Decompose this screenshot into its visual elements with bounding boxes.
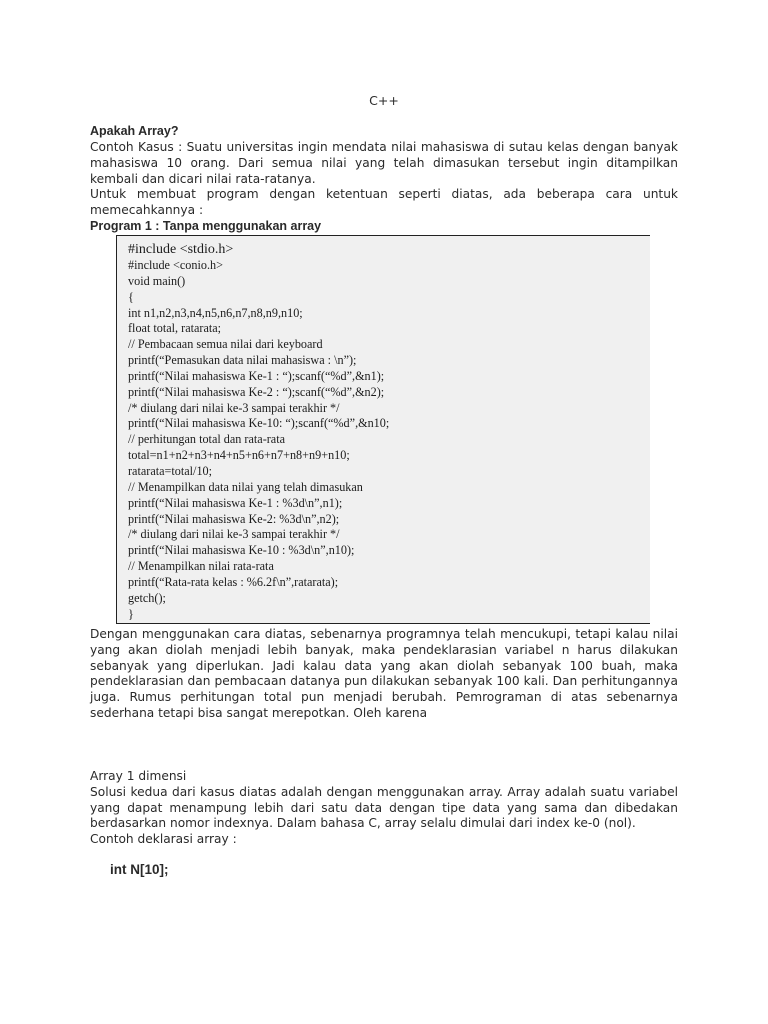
section-heading: Apakah Array? [90,124,179,138]
document-title: C++ [369,93,399,108]
code-line: // Menampilkan data nilai yang telah dimasukan [128,479,363,494]
code-line: printf(“Pemasukan data nilai mahasiswa : \n”); [128,353,357,368]
code-line: { [128,289,134,304]
intro-paragraphs [90,140,678,219]
explanation-paragraph: Dengan menggunakan cara diatas, sebenarnya programnya telah mencukupi, tetapi kalau nilai yang akan diolah menjadi lebih banyak, maka pendeklarasian variabel n harus dilakukan sebanyak yang diperlukan. Jadi kalau data yang akan diolah sebanyak 100 buah, maka pendeklarasian dan pembacaan datanya pun dilakukan sebanyak 100 kali. Dan perhitungannya juga. Rumus perhitungan total pun menjadi berubah. Pemrograman di atas sebenarnya sederhana tetapi bisa sangat merepotkan. Oleh karena [90,627,678,720]
code-line: void main() [128,273,186,288]
code-line: float total, ratarata; [128,321,222,336]
code-line: printf(“Nilai mahasiswa Ke-2 : “);scanf(“%d”,&n2); [128,384,385,399]
code-block [116,235,650,624]
code-line: printf(“Nilai mahasiswa Ke-1 : “);scanf(“%d”,&n1); [128,368,385,383]
intro-paragraph: Contoh Kasus : Suatu universitas ingin mendata nilai mahasiswa di sutau kelas dengan banyak mahasiswa 10 orang. Dari semua nilai yang telah dimasukan tersebut ingin ditampilkan kembali dan dicari nilai rata-ratanya. [90,140,678,186]
code-line: printf(“Rata-rata kelas : %6.2f\n”,ratarata); [128,574,339,589]
array-heading: Array 1 dimensi [90,769,187,783]
intro-paragraph: Untuk membuat program dengan ketentuan seperti diatas, ada beberapa cara untuk memecahkannya : [90,187,678,218]
code-line: #include <stdio.h> [128,242,234,257]
code-line: } [128,606,134,621]
code-line: printf(“Nilai mahasiswa Ke-10 : %3d\n”,n10); [128,543,355,558]
code-line: #include <conio.h> [128,258,223,272]
program-title: Program 1 : Tanpa menggunakan array [90,219,322,233]
code-line: // perhitungan total dan rata-rata [128,432,286,447]
declaration-label: Contoh deklarasi array : [90,832,237,847]
code-line: int n1,n2,n3,n4,n5,n6,n7,n8,n9,n10; [128,305,303,320]
code-line: // Menampilkan nilai rata-rata [128,559,274,574]
code-line: // Pembacaan semua nilai dari keyboard [128,337,323,352]
array-section [90,769,678,848]
code-line: printf(“Nilai mahasiswa Ke-10: “);scanf(“%d”,&n10; [128,416,390,431]
code-line: ratarata=total/10; [128,463,213,478]
code-line: getch(); [128,590,166,605]
code-line: /* diulang dari nilai ke-3 sampai terakhir */ [128,527,340,542]
code-line: printf(“Nilai mahasiswa Ke-2: %3d\n”,n2); [128,511,340,526]
code-line: printf(“Nilai mahasiswa Ke-1 : %3d\n”,n1); [128,495,343,510]
array-paragraph: Solusi kedua dari kasus diatas adalah dengan menggunakan array. Array adalah suatu variabel yang dapat menampung lebih dari satu data dengan tipe data yang sama dan dibedakan berdasarkan nomor indexnya. Dalam bahasa C, array selalu dimulai dari index ke-0 (nol). [90,784,678,831]
code-line: /* diulang dari nilai ke-3 sampai terakhir */ [128,400,340,415]
code-line: total=n1+n2+n3+n4+n5+n6+n7+n8+n9+n10; [128,448,350,463]
declaration-code: int N[10]; [110,862,169,877]
